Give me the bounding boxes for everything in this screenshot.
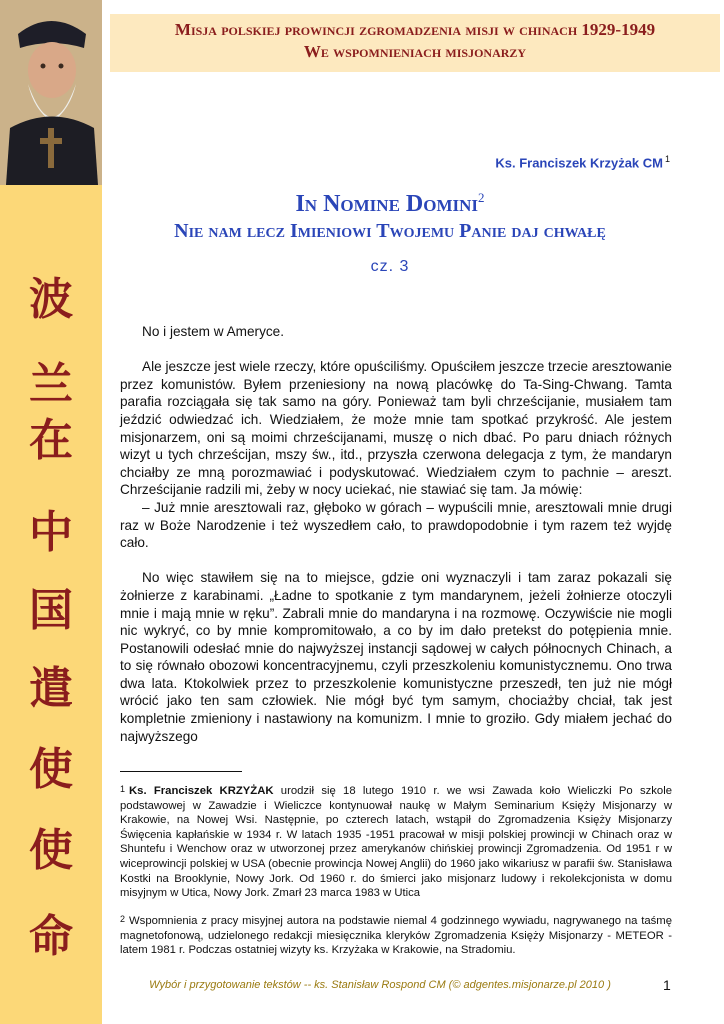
paragraph: – Już mnie aresztowali raz, głęboko w górach – wypuścili mnie, aresztowali mnie drugi raz w Boże Narodzenie i też wyszedłem cało, to prawdopodobnie i tym razem też wyjdę cało. — [120, 499, 672, 551]
footnote-1 — [120, 782, 672, 901]
footnote-number: 2 — [120, 914, 126, 924]
sidebar-char: 国 — [29, 585, 73, 636]
article-body — [120, 323, 672, 745]
page-number: 1 — [663, 977, 671, 993]
author-line — [495, 154, 670, 170]
sidebar-char: 遣 — [29, 663, 73, 714]
portrait-image — [0, 0, 102, 185]
footnote-2 — [120, 912, 672, 958]
footnote-text: Wspomnienia z pracy misyjnej autora na podstawie niemal 4 godzinnego wywiadu, nagrywanego na taśmę magnetofonową, udzielonego redakcji miesięcznika kleryków Zgromadzenia Księży Misjonarzy - METEOR - latem 1981 r. Podczas ostatniej wizyty ks. Krzyżaka w Krakowie, na Stradomiu. — [120, 915, 672, 957]
title-text: In Nomine Domini — [295, 191, 479, 217]
part-label: cz. 3 — [370, 258, 410, 275]
footnote-divider — [120, 771, 242, 772]
footnote-text: urodził się 18 lutego 1910 r. we wsi Zawada koło Wieliczki Po szkole podstawowej w Zawadzie i Wieliczce kontynuował naukę w Małym Seminarium Księży Misjonarzy w Krakowie, na Nowej Wsi. Następnie, po czterech latach, wstąpił do Zgromadzenia Księży Misjonarzy Święcenia kapłańskie w 1934 r. W latach 1935 -1951 pracował w misji polskiej prowincji w Chinach oraz w Shuntefu i Wenchow oraz w utworzonej przez amerykanów chińskiej prowincji Zgromadzenia. Od 1951 r w wiceprowincji polskiej w USA (obecnie prowincja Nowej Anglii) do 1960 jako wikariusz w parafii św. Stanisława Kostki na Brooklynie, Nowy Jork. Od 1960 r. do śmierci jako misjonarz ludowy i rekolekcjonista w domu misyjnym w Utica, Nowy Jork. Zmarł 23 marca 1983 w Utica — [120, 785, 672, 900]
sidebar-char: 使 — [29, 744, 73, 795]
header-line-1: Misja polskiej prowincji zgromadzenia misji w chinach 1929-1949 — [174, 20, 656, 39]
page-footer: Wybór i przygotowanie tekstów -- ks. Stanisław Rospond CM (© adgentes.misjonarze.pl 2010 ) — [149, 979, 611, 991]
missionary-portrait — [0, 0, 102, 185]
title-footnote-ref[interactable]: 2 — [478, 190, 485, 205]
author-footnote-ref[interactable]: 1 — [664, 154, 670, 164]
paragraph: No więc stawiłem się na to miejsce, gdzie oni wyznaczyli i tam zaraz pokazali się żołnierze z karabinami. „Ładne to spotkanie z tym mandarynem, jeżeli żołnierze otoczyli mnie i mają mnie w ręku”. Zabrali mnie do mandaryna i na rozmowę. Oczywiście nie mogli nic wykryć, co by mnie kompromitowało, a co by im dało pretekst do potępienia mnie. Postanowili odesłać mnie do najwyższej instancji sądowej w całych północnych Chinach, a to się równało obozowi koncentracyjnemu, czyli przeszkoleniu komunistycznemu. Ono trwa dwa lata. Ktokolwiek przez to przeszkolenie komunistyczne przeszedł, ten już nie mógł wrócić jako ten sam człowiek. Nie mógł być tym samym, chociażby chciał, tak jest kompletnie zmieniony i nastawiony na komunizm. I mnie to groziło. Gdy miałem jechać do najwyższego — [120, 570, 672, 744]
sidebar-char: 兰 — [29, 359, 73, 410]
header-line-2: We wspomnieniach misjonarzy — [303, 42, 527, 61]
sidebar-char: 在 — [29, 415, 73, 466]
page-title — [110, 190, 670, 218]
sidebar — [0, 0, 102, 1024]
paragraph: No i jestem w Ameryce. — [142, 324, 285, 339]
sidebar-char: 中 — [29, 507, 73, 558]
author-name: Ks. Franciszek Krzyżak CM — [495, 155, 663, 171]
sidebar-char: 使 — [29, 825, 73, 876]
sidebar-char: 命 — [29, 911, 73, 962]
page-subtitle: Nie nam lecz Imieniowi Twojemu Panie daj chwałę — [174, 220, 606, 242]
page-header — [110, 14, 720, 72]
paragraph: Ale jeszcze jest wiele rzeczy, które opuściliśmy. Opuściłem jeszcze trzecie aresztowanie przez komunistów. Byłem przeniesiony na nową placówkę do Ta-Sing-Chwang. Tamta parafia rozciągała się tak samo na góry. Ponieważ tam byli chrześcijanie, musiałem tam jeździć odwiedzać ich. Wiedziałem, że może mnie tam spotkać przykrość. Ale jestem misjonarzem, oni są moimi chrześcijanami, muszę o nich dbać. Po paru dniach różnych wizyt u tych chrześcijan, mszy św., itd., przyszła czerwona delegacja z tym, że mandaryn chciałby ze mną porozmawiać i podyskutować. Wiedziałem czym to pachnie – areszt. Chrześcijanie radzili mi, żeby w nocy uciekać, nie stawiać się tam. Ja mówię: — [120, 359, 672, 498]
sidebar-char: 波 — [29, 274, 73, 325]
footnote-number: 1 — [120, 784, 126, 794]
footnote-name: Ks. Franciszek KRZYŻAK — [129, 785, 274, 797]
